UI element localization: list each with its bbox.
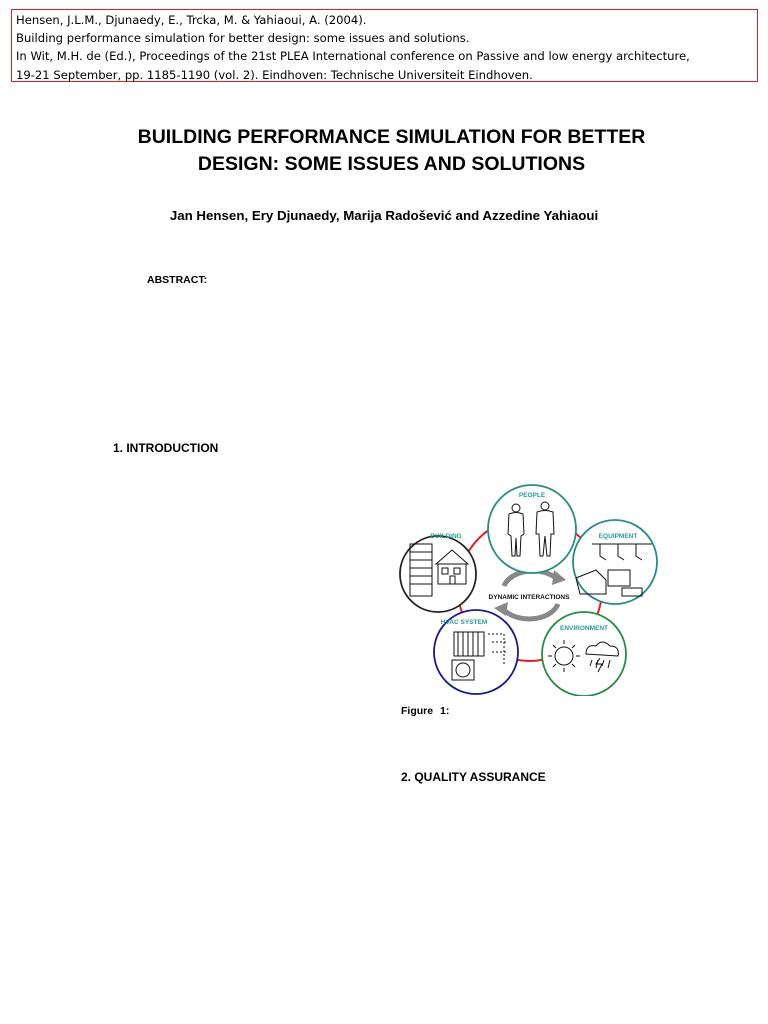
equipment-node — [573, 520, 657, 604]
citation-line: In Wit, M.H. de (Ed.), Proceedings of the 21st PLEA International conference on Passive and low energy architecture, — [16, 49, 690, 64]
section-heading-introduction: 1. INTRODUCTION — [113, 441, 219, 455]
arrow-head-icon — [494, 602, 508, 616]
environment-node — [542, 612, 626, 696]
center-label: DYNAMIC INTERACTIONS — [488, 594, 570, 601]
paper-title-line1: BUILDING PERFORMANCE SIMULATION FOR BETTER — [137, 126, 646, 148]
people-label: PEOPLE — [518, 492, 546, 499]
section-heading-quality-assurance: 2. QUALITY ASSURANCE — [401, 770, 546, 784]
arrow-head-icon — [552, 570, 566, 585]
environment-label: ENVIRONMENT — [559, 625, 609, 632]
building-label: BUILDING — [430, 533, 462, 540]
hvac-label: HVAC SYSTEM — [440, 619, 488, 626]
hvac-node — [434, 610, 518, 694]
people-node — [488, 485, 576, 573]
dynamic-interactions-figure — [396, 482, 666, 696]
equipment-label: EQUIPMENT — [598, 533, 638, 540]
figure-caption: Figure 1: — [401, 705, 450, 717]
paper-authors: Jan Hensen, Ery Djunaedy, Marija Radošević and Azzedine Yahiaoui — [169, 208, 599, 223]
building-node — [400, 533, 476, 612]
paper-title-line2: DESIGN: SOME ISSUES AND SOLUTIONS — [197, 153, 586, 175]
citation-line: Building performance simulation for better design: some issues and solutions. — [16, 31, 470, 46]
paper-title — [0, 124, 768, 178]
abstract-heading: ABSTRACT: — [147, 274, 208, 286]
citation-line: 19-21 September, pp. 1185-1190 (vol. 2). Eindhoven: Technische Universiteit Eindhoven. — [16, 67, 533, 82]
citation-line: Hensen, J.L.M., Djunaedy, E., Trcka, M. & Yahiaoui, A. (2004). — [16, 13, 367, 27]
citation-box — [11, 9, 758, 82]
